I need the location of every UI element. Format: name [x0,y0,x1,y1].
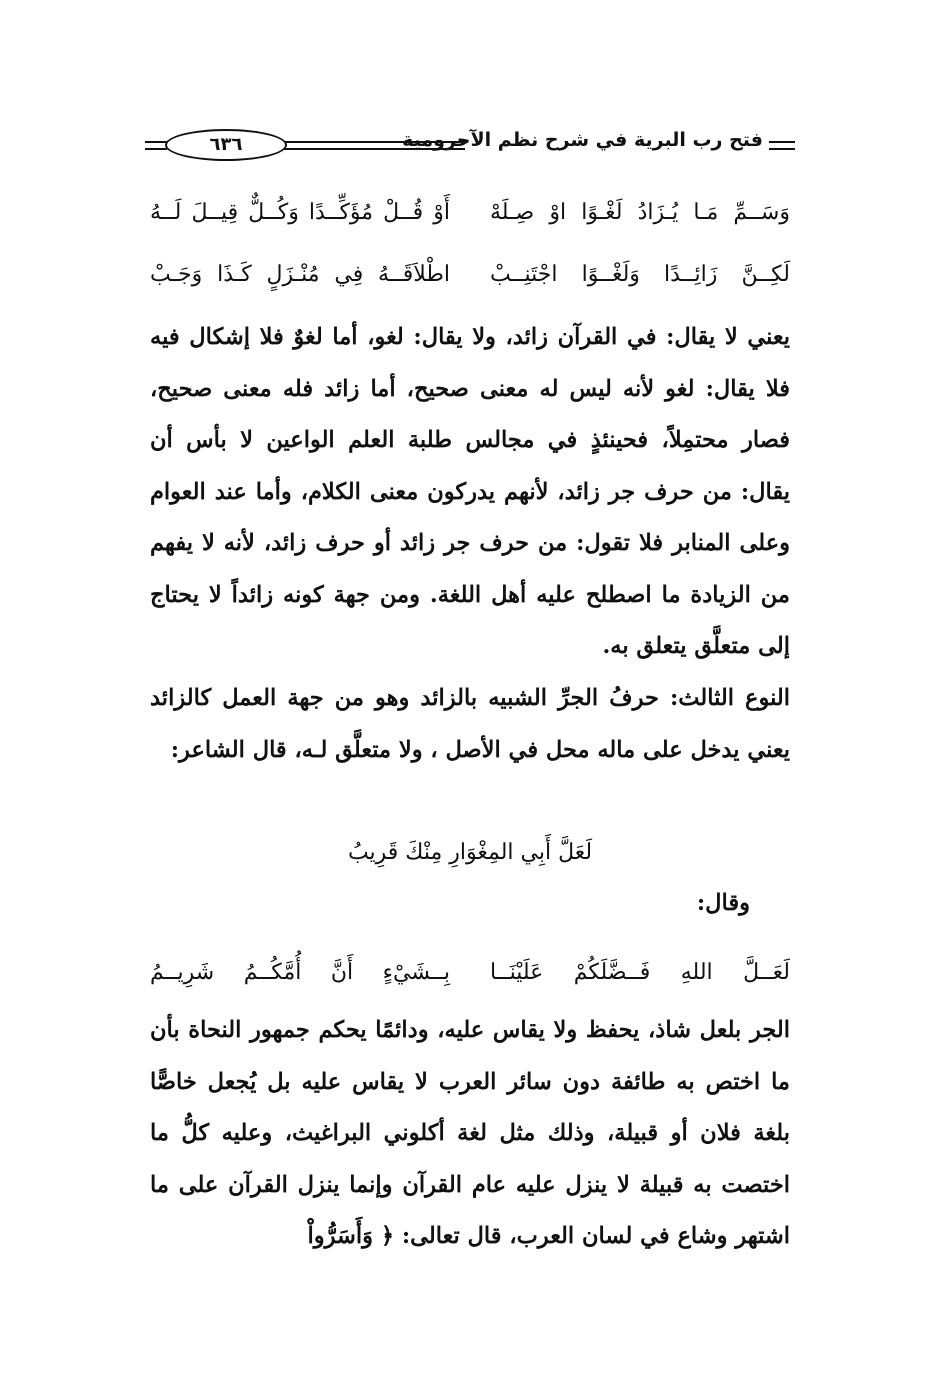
poetry-quote: لَعَلَّ أَبِي المِغْوَارِ مِنْكَ قَرِيبُ [347,840,593,865]
verse-hemistich: اطْلاَقَــهُ فِي مُنْـزَلٍ كَـذَا وَجَـبْ [150,262,450,287]
verse-line-1 [150,200,790,240]
verse-hemistich: أَوْ قُــلْ مُؤَكِّــدًا وَكُــلٌّ قِيــلَ لَــهُ [150,200,450,225]
verse-hemistich: لَكِــنَّ زَائِــدًا وَلَغْــوًا اجْتَنِــبْ [490,262,790,287]
running-title: فتح رب البرية في شرح نظم الآجرومية [402,129,763,151]
paragraph-2: النوع الثالث: حرفُ الجرِّ الشبيه بالزائد وهو من جهة العمل كالزائد يعني يدخل على ماله محل في الأصل ، ولا متعلَّق لـه، قال الشاعر: [150,685,790,763]
verse-line-2 [150,262,790,302]
verse-hemistich: وَسَــمِّ مَـا يُـزَادُ لَغْـوًا اوْ صِـلَهْ [490,200,790,225]
page-header [145,128,795,164]
header-rule [280,141,465,150]
verse-line-3 [150,960,790,1000]
verse-hemistich: بِــشَيْءٍ أَنَّ أُمَّكُــمُ شَرِيــمُ [150,960,450,985]
paragraph-1: يعني لا يقال: في القرآن زائد، ولا يقال: لغو، أما لغوٌ فلا إشكال فيه فلا يقال: لغو لأنه ليس له معنى صحيح، أما زائد فله معنى صحيح، فصار محتمِلاً، فحينئذٍ في مجالس طلبة العلم الواعين لا بأس أن يقال: من حرف جر زائد، لأنهم يدركون معنى الكلام، وأما عند العوام وعلى المنابر فلا تقول: من حرف جر زائد أو حرف زائد، لأنه لا يفهم من الزيادة ما اصطلح عليه أهل اللغة. ومن جهة كونه زائداً لا يحتاج إلى متعلَّق يتعلق به. [150,324,790,659]
paragraph-3: الجر بلعل شاذ، يحفظ ولا يقاس عليه، ودائمًا يحكم جمهور النحاة بأن ما اختص به طائفة دون سائر العرب لا يقاس عليه بل يُجعل خاصًّا بلغة فلان أو قبيلة، وذلك مثل لغة أكلوني البراغيث، وعليه كلُّ ما اختصت به قبيلة لا ينزل عليه عام القرآن وإنما ينزل القرآن على ما اشتهر وشاع في لسان العرب، قال تعالى: ﴿ وَأَسَرُّواْ [150,1017,790,1249]
header-ornament-left [145,141,167,150]
header-ornament-right [769,141,795,150]
wa-qala-label: وقال: [696,890,750,916]
page-number: ٦٣٦ [165,129,287,161]
verse-hemistich: لَعَــلَّ اللهِ فَــضَّلَكُمْ عَلَيْنَــا [490,960,790,985]
